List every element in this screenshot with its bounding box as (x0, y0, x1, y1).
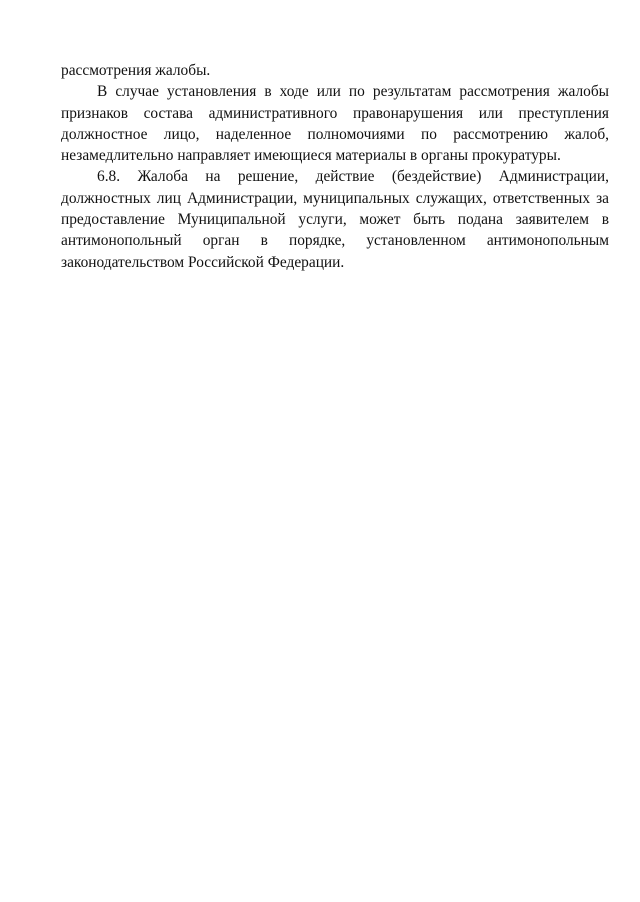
text-line: антимонопольный орган в порядке, установленном антимонопольным (61, 232, 609, 250)
text-line: предоставление Муниципальной услуги, может быть подана заявителем в (61, 211, 609, 229)
text-line: 6.8. Жалоба на решение, действие (бездействие) Администрации, (97, 168, 609, 186)
text-line: должностное лицо, наделенное полномочиями по рассмотрению жалоб, (61, 125, 609, 143)
text-line: должностных лиц Администрации, муниципальных служащих, ответственных за (61, 189, 609, 207)
text-line: В случае установления в ходе или по результатам рассмотрения жалобы (97, 83, 609, 101)
text-line: законодательством Российской Федерации. (61, 253, 345, 271)
document-body (61, 60, 609, 273)
text-line: рассмотрения жалобы. (61, 62, 211, 79)
text-line: признаков состава административного правонарушения или преступления (61, 104, 609, 122)
text-line: незамедлительно направляет имеющиеся материалы в органы прокуратуры. (61, 147, 561, 165)
